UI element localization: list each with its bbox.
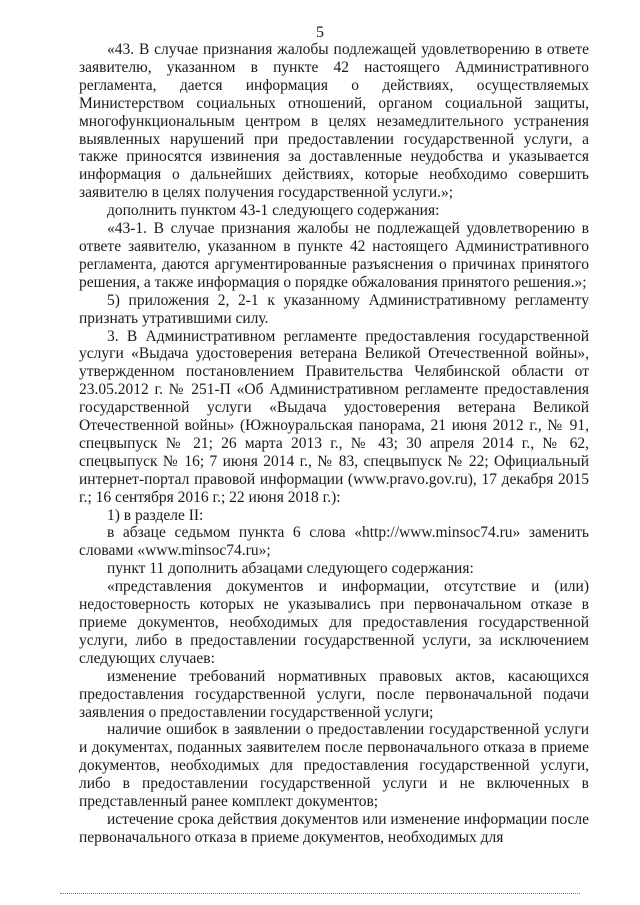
paragraph-section-2: 1) в разделе II: <box>107 506 204 524</box>
paragraph-errors: наличие ошибок в заявлении о предоставлении государственной услуги и документах, поданных заявителем после первоначального отказа в приеме документов, необходимых для предоставления государственной услуги, либо в предоставлении государственной услуги и не включенных в представленный ранее комплект документов; <box>79 721 589 811</box>
document-body <box>79 41 589 847</box>
paragraph-item-3: 3. В Административном регламенте предоставления государственной услуги «Выдача удостоверения ветерана Великой Отечественной войны», утвержденном постановлением Правительства Челябинской области от 23.05.2012 г. № 251-П «Об Административном регламенте предоставления государственной услуги «Выдача удостоверения ветерана Великой Отечественной войны» (Южноуральская панорама, 21 июня 2012 г., № 91, спецвыпуск № 21; 26 марта 2013 г., № 43; 30 апреля 2014 г., № 62, спецвыпуск № 16; 7 июня 2014 г., № 83, спецвыпуск № 22; Официальный интернет-портал правовой информации (www.pravo.gov.ru), 17 декабря 2015 г.; 16 сентября 2016 г.; 22 июня 2018 г.): <box>79 327 589 506</box>
paragraph-point-6: в абзаце седьмом пункта 6 слова «http://www.minsoc74.ru» заменить словами «www.minsoc74.ru»; <box>79 524 589 560</box>
paragraph-expiry: истечение срока действия документов или изменение информации после первоначального отказа в приеме документов, необходимых для <box>79 810 589 846</box>
bottom-rule <box>60 893 580 894</box>
paragraph-item-5: 5) приложения 2, 2-1 к указанному Административному регламенту признать утратившими силу. <box>79 291 589 327</box>
paragraph-43-1: «43-1. В случае признания жалобы не подлежащей удовлетворению в ответе заявителю, указанном в пункте 42 настоящего Административного регламента, даются аргументированные разъяснения о причинах принятого решения, а также информация о порядке обжалования принятого решения.»; <box>79 220 589 291</box>
paragraph-requirements-change: изменение требований нормативных правовых актов, касающихся предоставления государственной услуги, после первоначальной подачи заявления о предоставлении государственной услуги; <box>79 667 589 721</box>
paragraph-point-11: пункт 11 дополнить абзацами следующего содержания: <box>107 560 474 578</box>
paragraph-43: «43. В случае признания жалобы подлежащей удовлетворению в ответе заявителю, указанном в пункте 42 настоящего Административного регламента, дается информация о действиях, осуществляемых Министерством социальных отношений, органом социальной защиты, многофункциональным центром в целях незамедлительного устранения выявленных нарушений при предоставлении государственной услуги, а также приносятся извинения за доставленные неудобства и указывается информация о дальнейших действиях, которые необходимо совершить заявителю в целях получения государственной услуги.»; <box>79 41 589 202</box>
paragraph-documents: «представления документов и информации, отсутствие и (или) недостоверность которых не указывались при первоначальном отказе в приеме документов, необходимых для предоставления государственной услуги, либо в предоставлении государственной услуги, за исключением следующих случаев: <box>79 578 589 667</box>
paragraph-add-43-1: дополнить пунктом 43-1 следующего содержания: <box>107 202 440 220</box>
page-number: 5 <box>316 24 324 41</box>
